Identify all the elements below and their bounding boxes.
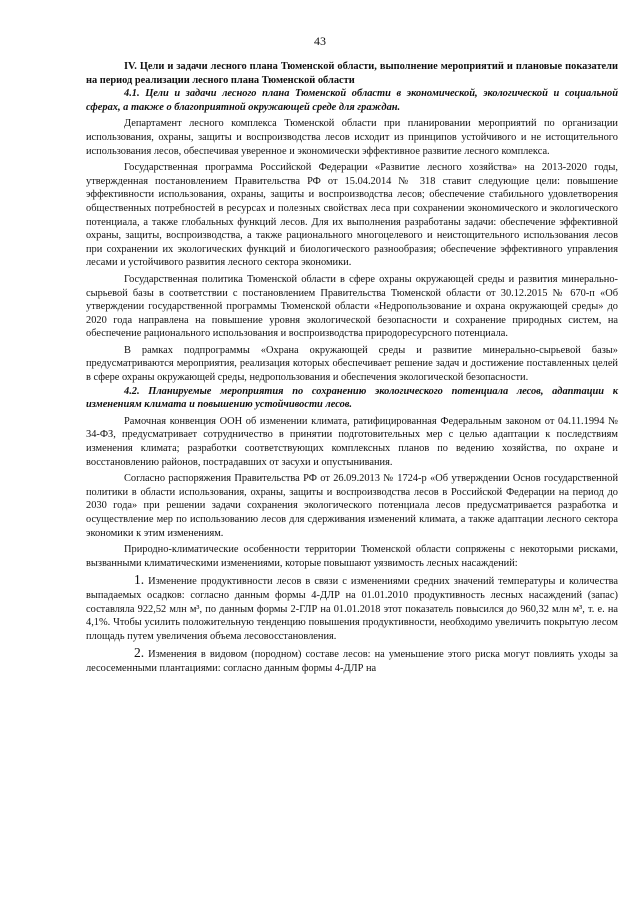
- page-content: [86, 60, 618, 676]
- subsection-title-4-1: 4.1. Цели и задачи лесного плана Тюменской области в экономической, экологической и социальной сферах, а также о благоприятной окружающей среде для граждан.: [86, 88, 618, 113]
- list-item-number: 1.: [134, 572, 145, 588]
- paragraph: Рамочная конвенция ООН об изменении климата, ратифицированная Федеральным законом от 04.11.1994 № 34-ФЗ, предусматривает сотрудничество в принятии подготовительных мер с целью адаптации к последствиям изменения климата; разработки соответствующих комплексных планов по ведению хозяйства, по охране и восстановлению районов, пострадавших от засухи и опустынивания.: [86, 415, 618, 468]
- paragraph: Департамент лесного комплекса Тюменской области при планировании мероприятий по организации использования, охраны, защиты и воспроизводства лесов исходит из принципов устойчивого и не истощительного использования лесов, обеспечивая уверенное и экономически эффективное развитие лесного комплекса.: [86, 118, 618, 157]
- paragraph: Государственная программа Российской Федерации «Развитие лесного хозяйства» на 2013-2020 годы, утвержденная постановлением Правительства РФ от 15.04.2014 № 318 ставит следующие цели: повышение эффективности использования, охраны, защиты и воспроизводства лесов; обеспечение стабильного удовлетворения общественных потребностей в ресурсах и полезных свойствах леса при сохранении экономического и экологического потенциала, а также глобальных функций лесов. Для их выполнения разработаны задачи: обеспечение эффективной охраны, защиты, воспроизводства, а также рационального многоцелевого и неистощительного использования лесов при сохранении их экологических функций и биологического разнообразия; обеспечение эффективного управления лесами и устойчивого развития лесного сектора экономики.: [86, 162, 618, 269]
- list-item-text: Изменение продуктивности лесов в связи с изменениями средних значений температуры и количества выпадаемых осадков: согласно данным формы 4-ДЛР на 01.01.2010 продуктивность лесных насаждений (запас) составляла 922,52 млн м³, по данным формы 2-ГЛР на 01.01.2018 этот показатель повысился до 960,32 млн м³, т. е. на 4,1%. Чтобы усилить положительную тенденцию повышения продуктивности, необходимо увеличить покрытую лесом площадь путем увеличения объема лесовосстановления.: [86, 576, 618, 642]
- list-item: [86, 646, 618, 675]
- list-item-number: 2.: [134, 645, 145, 661]
- subsection-title-4-2: 4.2. Планируемые мероприятия по сохранению экологического потенциала лесов, адаптации к изменениям климата и повышению устойчивости лесов.: [86, 385, 618, 411]
- paragraph: В рамках подпрограммы «Охрана окружающей среды и развитие минерально-сырьевой базы» предусматриваются мероприятия, реализация которых обеспечивает решение задач и достижение поставленных целей в сфере охраны окружающей среды, недропользования и обеспечения экологической безопасности.: [86, 344, 618, 384]
- list-item: [86, 573, 618, 643]
- section-title: IV. Цели и задачи лесного плана Тюменской области, выполнение мероприятий и плановые показатели на период реализации лесного плана Тюменской области: [86, 61, 618, 86]
- list-item-text: Изменения в видовом (породном) составе лесов: на уменьшение этого риска могут повлиять уходы за лесосеменными плантациями: согласно данным формы 4-ДЛР на: [86, 649, 618, 674]
- page-number: 43: [314, 34, 326, 48]
- paragraph: Государственная политика Тюменской области в сфере охраны окружающей среды и развития минерально-сырьевой базы в соответствии с постановлением Правительства Тюменской области от 30.12.2015 № 670-п «Об утверждении государственной программы Тюменской области «Недропользование и охрана окружающей среды» до 2020 года направлена на повышение уровня экологической безопасности и сохранение природных систем, на обеспечение рационального использования и воспроизводства природоресурсного потенциала.: [86, 273, 618, 340]
- paragraph: Согласно распоряжения Правительства РФ от 26.09.2013 № 1724-р «Об утверждении Основ государственной политики в области использования, охраны, защиты и воспроизводства лесов в Российской Федерации на период до 2030 года» при решении задачи сохранения экологического потенциала лесов предусматривается разработка и осуществление мер по использованию лесов для сдерживания изменений климата, а также адаптации лесного сектора экономики к этим изменениям.: [86, 473, 618, 539]
- paragraph: Природно-климатические особенности территории Тюменской области сопряжены с некоторыми рисками, вызванными климатическими изменениями, которые повышают уязвимость лесных насаждений:: [86, 544, 618, 569]
